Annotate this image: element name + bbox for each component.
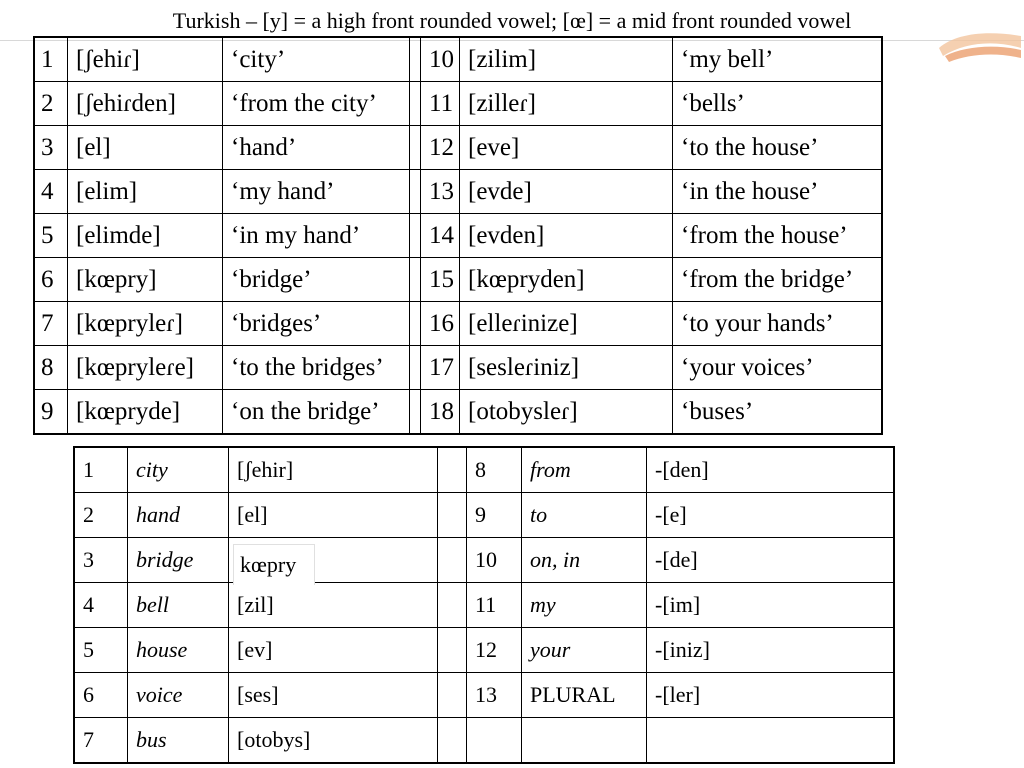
column-gap [410, 126, 421, 170]
entry-form: [kœpryleɾe] [68, 346, 223, 390]
morpheme-gloss: bell [128, 583, 229, 628]
entry-form: [elim] [68, 170, 223, 214]
column-gap [410, 258, 421, 302]
morpheme-number: 12 [467, 628, 522, 673]
entry-form: [kœpryden] [460, 258, 673, 302]
entry-number: 4 [34, 170, 68, 214]
table-row [34, 82, 882, 126]
column-gap [410, 302, 421, 346]
entry-gloss: ‘in my hand’ [223, 214, 410, 258]
table-row [74, 628, 894, 673]
entry-number: 15 [421, 258, 460, 302]
morpheme-gloss: house [128, 628, 229, 673]
entry-gloss: ‘to the house’ [673, 126, 883, 170]
entry-number: 10 [421, 37, 460, 82]
table-row [34, 390, 882, 435]
entry-gloss: ‘in the house’ [673, 170, 883, 214]
morpheme-form: -[iniz] [647, 628, 895, 673]
column-gap [438, 447, 467, 493]
column-gap [410, 37, 421, 82]
morpheme-form: [ev] [229, 628, 438, 673]
entry-form: [ʃehiɾ] [68, 37, 223, 82]
entry-gloss: ‘bridges’ [223, 302, 410, 346]
entry-number: 13 [421, 170, 460, 214]
entry-number: 3 [34, 126, 68, 170]
entry-number: 2 [34, 82, 68, 126]
morpheme-form: -[e] [647, 493, 895, 538]
morpheme-number: 6 [74, 673, 128, 718]
column-gap [438, 718, 467, 764]
morpheme-number: 9 [467, 493, 522, 538]
table-row [34, 258, 882, 302]
morpheme-number: 4 [74, 583, 128, 628]
entry-number: 9 [34, 390, 68, 435]
entry-number: 1 [34, 37, 68, 82]
column-gap [438, 628, 467, 673]
entry-gloss: ‘to your hands’ [673, 302, 883, 346]
morpheme-gloss: on, in [522, 538, 647, 583]
entry-form: [kœpry] [68, 258, 223, 302]
column-gap [438, 493, 467, 538]
morpheme-form [229, 538, 438, 583]
morpheme-form: -[den] [647, 447, 895, 493]
morpheme-gloss: from [522, 447, 647, 493]
entry-number: 14 [421, 214, 460, 258]
entry-gloss: ‘from the city’ [223, 82, 410, 126]
entry-gloss: ‘hand’ [223, 126, 410, 170]
entry-gloss: ‘to the bridges’ [223, 346, 410, 390]
entry-form: [evden] [460, 214, 673, 258]
morpheme-gloss [522, 718, 647, 764]
morpheme-form: -[im] [647, 583, 895, 628]
morpheme-gloss: hand [128, 493, 229, 538]
column-gap [410, 82, 421, 126]
entry-form: [kœpryde] [68, 390, 223, 435]
entry-gloss: ‘city’ [223, 37, 410, 82]
morpheme-form: [zil] [229, 583, 438, 628]
morpheme-form: [el] [229, 493, 438, 538]
entry-number: 17 [421, 346, 460, 390]
entry-gloss: ‘your voices’ [673, 346, 883, 390]
table-row [74, 493, 894, 538]
table-row [34, 346, 882, 390]
entry-gloss: ‘my bell’ [673, 37, 883, 82]
entry-number: 5 [34, 214, 68, 258]
morpheme-gloss: bus [128, 718, 229, 764]
morpheme-form: [ses] [229, 673, 438, 718]
column-gap [438, 538, 467, 583]
table-row [74, 447, 894, 493]
entry-number: 6 [34, 258, 68, 302]
entry-gloss: ‘from the bridge’ [673, 258, 883, 302]
entry-form: [elleɾinize] [460, 302, 673, 346]
morpheme-number: 5 [74, 628, 128, 673]
column-gap [438, 583, 467, 628]
morpheme-number: 11 [467, 583, 522, 628]
entry-gloss: ‘bridge’ [223, 258, 410, 302]
morpheme-gloss: bridge [128, 538, 229, 583]
morpheme-number [467, 718, 522, 764]
morpheme-form: -[ler] [647, 673, 895, 718]
entry-form: [ʃehiɾden] [68, 82, 223, 126]
entry-form: [elimde] [68, 214, 223, 258]
morpheme-form [647, 718, 895, 764]
entry-form: [otobysleɾ] [460, 390, 673, 435]
entry-number: 12 [421, 126, 460, 170]
overlay-text-box: kœpry [233, 544, 315, 585]
morpheme-gloss: voice [128, 673, 229, 718]
morpheme-gloss: to [522, 493, 647, 538]
entry-gloss: ‘buses’ [673, 390, 883, 435]
table-row [34, 214, 882, 258]
morpheme-number: 13 [467, 673, 522, 718]
table-row [74, 718, 894, 764]
page-title: Turkish – [y] = a high front rounded vowel; [œ] = a mid front rounded vowel [172, 8, 852, 33]
entry-form: [eve] [460, 126, 673, 170]
column-gap [438, 673, 467, 718]
entry-number: 8 [34, 346, 68, 390]
entry-form: [kœpryleɾ] [68, 302, 223, 346]
table-row [34, 37, 882, 82]
morpheme-number: 2 [74, 493, 128, 538]
entry-form: [zilleɾ] [460, 82, 673, 126]
column-gap [410, 346, 421, 390]
morpheme-form: [ʃehir] [229, 447, 438, 493]
entry-number: 16 [421, 302, 460, 346]
column-gap [410, 170, 421, 214]
morpheme-gloss: city [128, 447, 229, 493]
table-row [34, 170, 882, 214]
column-gap [410, 214, 421, 258]
morpheme-gloss: my [522, 583, 647, 628]
table-row [74, 538, 894, 583]
morpheme-gloss: PLURAL [522, 673, 647, 718]
entry-number: 11 [421, 82, 460, 126]
morpheme-form: -[de] [647, 538, 895, 583]
entry-number: 7 [34, 302, 68, 346]
morpheme-number: 3 [74, 538, 128, 583]
entry-form: [zilim] [460, 37, 673, 82]
table-row [34, 302, 882, 346]
entry-form: [el] [68, 126, 223, 170]
morpheme-form: [otobys] [229, 718, 438, 764]
table-row [74, 673, 894, 718]
morpheme-number: 8 [467, 447, 522, 493]
turkish-data-table [33, 36, 883, 435]
entry-gloss: ‘on the bridge’ [223, 390, 410, 435]
table-row [74, 583, 894, 628]
morpheme-number: 10 [467, 538, 522, 583]
morpheme-gloss: your [522, 628, 647, 673]
entry-form: [evde] [460, 170, 673, 214]
column-gap [410, 390, 421, 435]
table-row [34, 126, 882, 170]
entry-gloss: ‘my hand’ [223, 170, 410, 214]
morpheme-number: 1 [74, 447, 128, 493]
entry-form: [sesleɾiniz] [460, 346, 673, 390]
entry-gloss: ‘from the house’ [673, 214, 883, 258]
morpheme-table [73, 446, 895, 764]
entry-gloss: ‘bells’ [673, 82, 883, 126]
entry-number: 18 [421, 390, 460, 435]
morpheme-number: 7 [74, 718, 128, 764]
